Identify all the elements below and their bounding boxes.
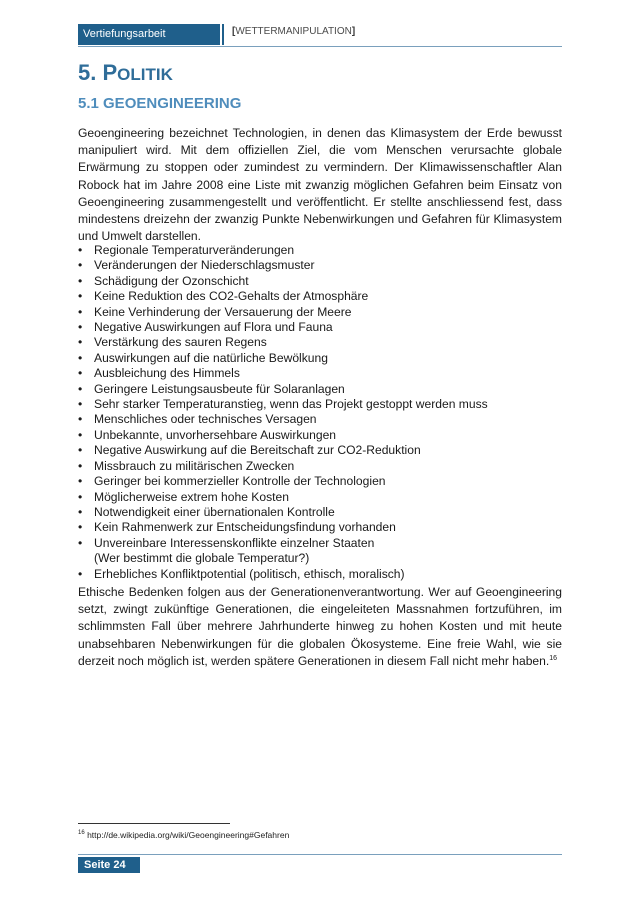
bullet-icon: • <box>78 474 83 489</box>
list-item: • Veränderungen der Niederschlagsmuster <box>78 258 315 273</box>
bullet-icon: • <box>78 366 83 381</box>
dangers-list <box>78 243 562 582</box>
bullet-icon: • <box>78 535 83 550</box>
list-item: • Missbrauch zu militärischen Zwecken <box>78 458 295 473</box>
section-heading: 5.1 GEOENGINEERING <box>78 95 242 112</box>
bullet-icon: • <box>78 443 83 458</box>
bullet-icon: • <box>78 520 83 535</box>
bullet-icon: • <box>78 320 83 335</box>
bullet-icon: • <box>78 273 83 288</box>
list-item-note: (Wer bestimmt die globale Temperatur?) <box>94 551 310 566</box>
list-item: • Möglicherweise extrem hohe Kosten <box>78 489 289 504</box>
list-item: • Ausbleichung des Himmels <box>78 366 240 381</box>
bullet-icon: • <box>78 397 83 412</box>
list-item: • Sehr starker Temperaturanstieg, wenn das Projekt gestoppt werden muss <box>78 397 488 412</box>
intro-paragraph: Geoengineering bezeichnet Technologien, in denen das Klimasystem der Erde bewusst manipuliert wird. Mit dem offiziellen Ziel, die vom Menschen verursachte globale Erwärmung zu stoppen oder zumindest zu vermindern. Der Klimawissenschaftler Alan Robock hat im Jahre 2008 eine Liste mit zwanzig möglichen Gefahren beim Einsatz von Geoengineering zusammengestellt und veröffentlicht. Er stellte anschliessend fest, dass mindestens dreizehn der zwanzig Punkte Nebenwirkungen und Gefahren für Klimasystem und Umwelt darstellen. <box>78 126 562 244</box>
list-item: • Auswirkungen auf die natürliche Bewölkung <box>78 350 328 365</box>
bullet-icon: • <box>78 304 83 319</box>
bullet-icon: • <box>78 350 83 365</box>
bullet-icon: • <box>78 243 83 257</box>
list-item: • Unbekannte, unvorhersehbare Auswirkungen <box>78 427 337 442</box>
bullet-icon: • <box>78 458 83 473</box>
page-number: Seite 24 <box>78 857 140 873</box>
bullet-icon: • <box>78 335 83 350</box>
list-item: • Keine Verhinderung der Versauerung der Meere <box>78 304 352 319</box>
bullet-icon: • <box>78 289 83 304</box>
list-item: • Schädigung der Ozonschicht <box>78 273 249 288</box>
footnote-url: http://de.wikipedia.org/wiki/Geoengineering#Gefahren <box>87 830 290 840</box>
footer-rule <box>78 854 562 855</box>
bullet-icon: • <box>78 489 83 504</box>
bullet-icon: • <box>78 427 83 442</box>
header-topic: [WETTERMANIPULATION] <box>232 26 356 37</box>
footnote-rule <box>78 823 230 824</box>
footnote: $^{16}$ http://de.wikipedia.org/wiki/Geoengineering#Gefahren <box>78 830 290 840</box>
bullet-icon: • <box>78 258 83 273</box>
list-item: • Geringere Leistungsausbeute für Solaranlagen <box>78 381 345 396</box>
footnote-marker: 16 <box>549 654 558 662</box>
list-item: • Keine Reduktion des CO2-Gehalts der Atmosphäre <box>78 289 369 304</box>
list-item: • Menschliches oder technisches Versagen <box>78 412 317 427</box>
ethics-paragraph: Ethische Bedenken folgen aus der Generationenverantwortung. Wer auf Geoengineering setzt, zwingt zukünftige Generationen, die eingeleiteten Massnahmen fortzuführen, im schlimmsten Fall über mehrere Jahrhunderte hinweg zu hohen Kosten und mit heute unabsehbaren Nebenwirkungen für die globalen Ökosysteme. Eine freie Wahl, wie sie derzeit noch möglich ist, werden spätere Generationen in diesem Fall nicht mehr haben.$^{16}$ <box>78 585 562 668</box>
header-separator <box>222 24 224 45</box>
chapter-heading: 5. POLITIK <box>78 60 173 85</box>
header-rule <box>78 46 562 47</box>
list-item: • Geringer bei kommerzieller Kontrolle der Technologien <box>78 474 386 489</box>
list-item: • Negative Auswirkung auf die Bereitschaft zur CO2-Reduktion <box>78 443 421 458</box>
list-item: • Erhebliches Konfliktpotential (politisch, ethisch, moralisch) <box>78 566 405 581</box>
bullet-icon: • <box>78 381 83 396</box>
bullet-icon: • <box>78 566 83 581</box>
list-item: • Negative Auswirkungen auf Flora und Fauna <box>78 320 333 335</box>
list-item: • Notwendigkeit einer übernationalen Kontrolle <box>78 504 335 519</box>
bullet-icon: • <box>78 412 83 427</box>
header-label: Vertiefungsarbeit <box>78 24 220 45</box>
list-item: • Verstärkung des sauren Regens <box>78 335 267 350</box>
list-item: • Regionale Temperaturveränderungen <box>78 243 295 257</box>
bullet-icon: • <box>78 504 83 519</box>
list-item: • Kein Rahmenwerk zur Entscheidungsfindung vorhanden <box>78 520 396 535</box>
list-item: • Unvereinbare Interessenskonflikte einzelner Staaten (Wer bestimmt die globale Temperatur?) <box>78 535 375 566</box>
